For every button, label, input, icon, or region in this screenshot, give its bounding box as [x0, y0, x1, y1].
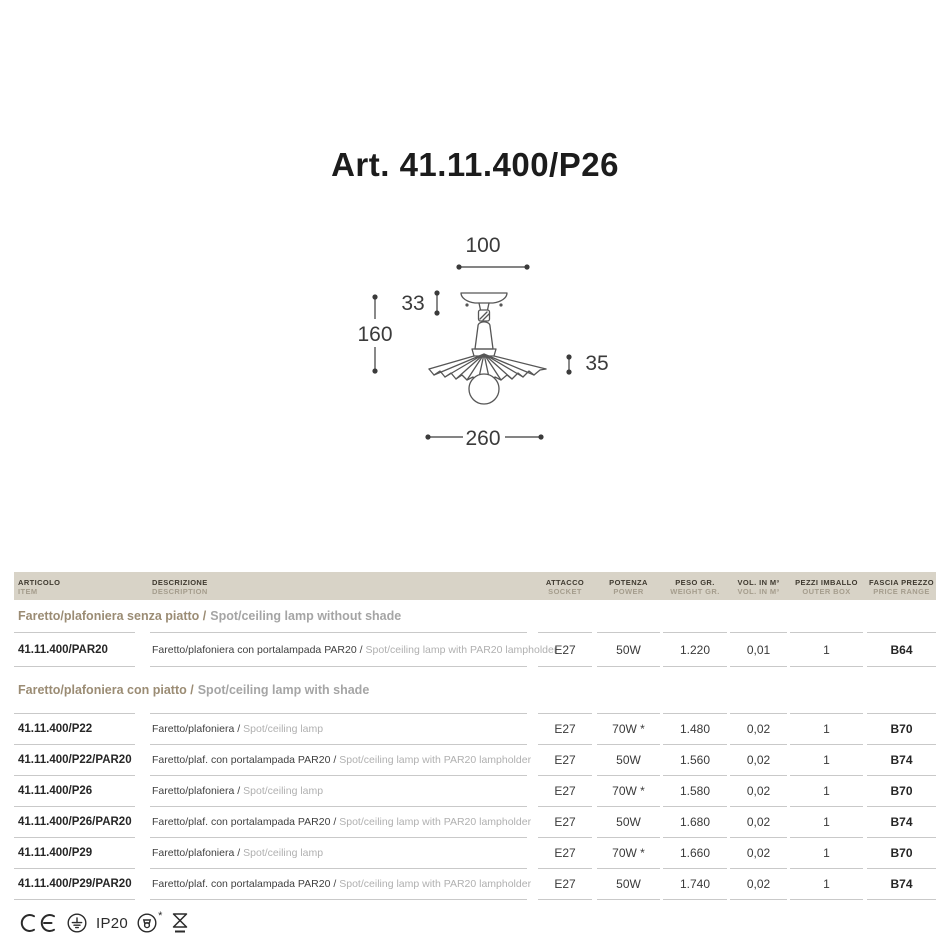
description-en: Spot/ceiling lamp: [243, 847, 324, 859]
power-value: 50W: [616, 815, 641, 829]
description-en: Spot/ceiling lamp with PAR20 lampholder: [339, 754, 532, 766]
description-it: Faretto/plaf. con portalampada PAR20 /: [152, 816, 337, 828]
volume-value: 0,02: [746, 753, 771, 767]
power-value: 50W: [616, 753, 641, 767]
volume-value: 0,02: [746, 722, 771, 736]
price-range-value: B74: [890, 753, 913, 767]
pieces-value: 1: [823, 784, 830, 798]
pieces-value: 1: [823, 877, 830, 891]
socket-value: E27: [554, 784, 576, 798]
pieces-value: 1: [823, 722, 830, 736]
dim-canopy-height: 33: [401, 292, 425, 315]
article-code: 41.11.400/P22/PAR20: [18, 754, 132, 766]
table-row: [14, 714, 936, 745]
price-range-value: B70: [890, 722, 913, 736]
certification-icons: [18, 906, 189, 940]
description-it: Faretto/plafoniera /: [152, 847, 241, 859]
volume-value: 0,02: [746, 815, 771, 829]
pieces-value: 1: [823, 642, 830, 657]
description-en: Spot/ceiling lamp: [243, 785, 324, 797]
socket-value: E27: [554, 877, 576, 891]
weight-value: 1.580: [679, 784, 711, 798]
article-code: 41.11.400/P26/PAR20: [18, 816, 132, 828]
col-header-outer-box: PEZZI IMBALLO OUTER BOX: [795, 577, 858, 596]
article-code: 41.11.400/P29/PAR20: [18, 878, 132, 890]
weight-value: 1.220: [679, 642, 711, 657]
description-en: Spot/ceiling lamp with PAR20 lampholder: [339, 816, 532, 828]
dimension-lines: [372, 264, 571, 439]
dim-shade-height: 35: [585, 352, 609, 375]
page-title: Art. 41.11.400/P26: [331, 146, 619, 183]
description-en: Spot/ceiling lamp with PAR20 lampholder: [339, 878, 532, 890]
description-it: Faretto/plafoniera /: [152, 723, 241, 735]
description-it: Faretto/plafoniera con portalampada PAR20 /: [152, 643, 363, 656]
weight-value: 1.740: [679, 877, 711, 891]
power-value: 50W: [616, 642, 641, 657]
description-en: Spot/ceiling lamp: [243, 723, 324, 735]
no-flammable-surface-icon: [171, 912, 189, 934]
product-table: [14, 572, 936, 900]
socket-value: E27: [554, 642, 576, 657]
col-header-power: POTENZA POWER: [609, 577, 648, 596]
article-code: 41.11.400/P26: [18, 785, 93, 797]
volume-value: 0,02: [746, 877, 771, 891]
description-it: Faretto/plaf. con portalampada PAR20 /: [152, 754, 337, 766]
article-code: 41.11.400/P22: [18, 723, 93, 735]
price-range-value: B74: [890, 815, 913, 829]
power-value: 70W *: [612, 846, 645, 860]
earth-ground-icon: [67, 913, 87, 933]
table-row: [14, 807, 936, 838]
table-header-row: [14, 572, 936, 600]
table-row: [14, 745, 936, 776]
table-row: [14, 633, 936, 667]
socket-value: E27: [554, 753, 576, 767]
weight-value: 1.680: [679, 815, 711, 829]
section-heading-without-shade: Faretto/plafoniera senza piatto / Spot/ceiling lamp without shade: [18, 609, 402, 623]
article-code: 41.11.400/PAR20: [18, 643, 108, 656]
volume-value: 0,01: [746, 642, 771, 657]
section-heading-with-shade: Faretto/plafoniera con piatto / Spot/ceiling lamp with shade: [18, 683, 370, 697]
power-value: 50W: [616, 877, 641, 891]
power-value: 70W *: [612, 722, 645, 736]
col-header-volume: VOL. IN M³ VOL. IN M³: [737, 577, 780, 596]
ip-rating-label: IP20: [96, 914, 129, 932]
description-it: Faretto/plaf. con portalampada PAR20 /: [152, 878, 337, 890]
col-header-description: DESCRIZIONE DESCRIPTION: [152, 577, 208, 596]
table-row: [14, 838, 936, 869]
price-range-value: B70: [890, 784, 913, 798]
volume-value: 0,02: [746, 784, 771, 798]
dim-top-width: 100: [465, 234, 501, 257]
self-shielded-lamp-icon: [137, 910, 163, 933]
socket-value: E27: [554, 722, 576, 736]
socket-value: E27: [554, 846, 576, 860]
article-code: 41.11.400/P29: [18, 847, 93, 859]
pieces-value: 1: [823, 846, 830, 860]
technical-drawing: [330, 220, 650, 460]
price-range-value: B70: [890, 846, 913, 860]
weight-value: 1.660: [679, 846, 711, 860]
ce-mark-icon: [18, 913, 58, 933]
pieces-value: 1: [823, 815, 830, 829]
description-it: Faretto/plafoniera /: [152, 785, 241, 797]
col-header-weight: PESO GR. WEIGHT GR.: [670, 577, 720, 596]
weight-value: 1.560: [679, 753, 711, 767]
pieces-value: 1: [823, 753, 830, 767]
asterisk-note: *: [158, 910, 163, 922]
description-en: Spot/ceiling lamp with PAR20 lampholder: [365, 643, 558, 656]
col-header-socket: ATTACCO SOCKET: [545, 577, 585, 596]
col-header-article: ARTICOLO ITEM: [18, 577, 61, 596]
power-value: 70W *: [612, 784, 645, 798]
dim-bottom-width: 260: [465, 427, 501, 450]
weight-value: 1.480: [679, 722, 711, 736]
col-header-price-range: FASCIA PREZZO PRICE RANGE: [869, 577, 934, 596]
socket-value: E27: [554, 815, 576, 829]
price-range-value: B64: [890, 642, 913, 657]
price-range-value: B74: [890, 877, 913, 891]
table-row: [14, 776, 936, 807]
ceiling-lamp-outline: [429, 293, 546, 404]
dim-total-height: 160: [357, 323, 393, 346]
volume-value: 0,02: [746, 846, 771, 860]
table-row: [14, 869, 936, 900]
